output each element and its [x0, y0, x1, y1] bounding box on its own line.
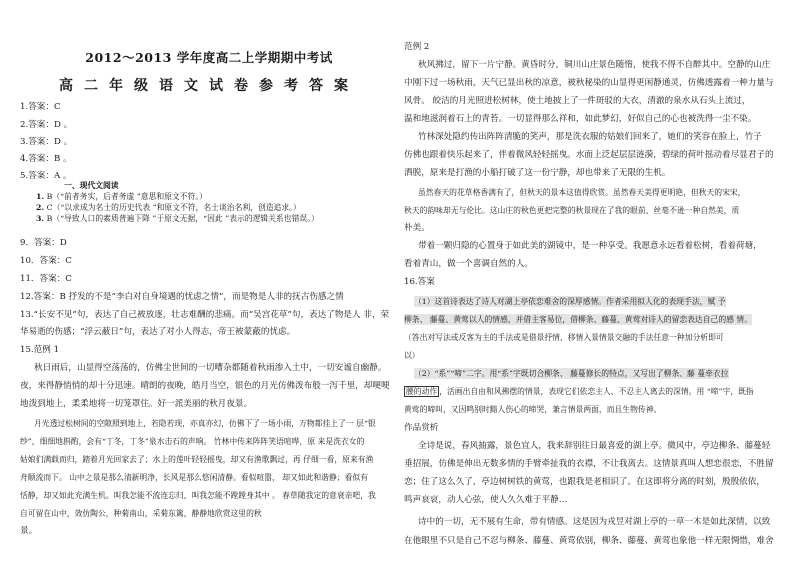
essay-line: 垂招展，仿佛是伸出无数多情的手臂牵扯我的衣襟，不让我离去。这情景真叫人想恋很恋，不胜留 [404, 459, 774, 469]
boxed-phrase: 腰的动作 [406, 387, 438, 396]
answer-line: 3.答案：D 。 [20, 137, 73, 147]
section-heading: 一、现代文阅读 [64, 181, 119, 190]
essay-line: 秋天的韵味却无与伦比。这山庄的秋色更把完整的秋景现在了我的眼前，丝毫不逊一种自然美，质 [404, 206, 740, 215]
item-text: C（“以求成为名士的历史代表 ”和原文不符，名士谈治名利，创造追求。） [46, 203, 301, 212]
answer-line: （2）“系”“啼”二字。用“系”字既切合柳条、 藤蔓修长的特点，又写出了柳条、藤 蔓牵衣拉 [414, 369, 729, 378]
answer-line: 10．答案：C [20, 256, 72, 266]
essay-line: 恬静，却又如此充满生机。叫我怎能不流连忘归，叫我怎能不蹚蹚身其中 。 春草随我定的意衰亲吧，我 [20, 491, 376, 500]
section-heading: 作品赏析 [404, 423, 439, 433]
exam-title: 2012～2013 学年度高二上学期期中考试 [85, 50, 333, 65]
essay-line: 温和地滋润着石上的青苔。一切显得那么祥和，如此梦幻，好似自己的心也被洗得一尘不染。 [404, 114, 757, 124]
question-heading: 16.答案 [404, 277, 435, 287]
answer-line: 2.答案：D 。 [20, 120, 73, 130]
item-number: 1. [36, 192, 45, 201]
essay-line: 纱”，细细地斟酌，会有“丁冬，丁冬”泉水击石的声响。 竹林中传来阵阵笑语喧哗，原 来是洗衣女的 [20, 437, 365, 446]
essay-line: 朴美。 [404, 223, 430, 233]
example-heading: 15.范例 1 [20, 345, 60, 355]
essay-line: 全诗是说，春风抽露，景色宜人，我来辞别往日最喜爱的湖上亭。微风中，亭边柳条、藤蔓轻 [418, 441, 771, 451]
modern-item [36, 213, 319, 224]
answer-line: （答出对写法或反客为主的手法或是借景抒情、移情入景情景交融的手法任意一种加分析即可 [404, 333, 724, 342]
answer-line: 4.答案：B 。 [20, 154, 72, 164]
essay-line: 中刚下过一场秋雨，天气已显出秋的凉意，被秋秘染的山显得更闲静通灵，仿佛透露着一种力量与 [404, 78, 774, 88]
essay-line: 夜，来得静悄悄的却十分迅速。晴朗的夜晚，皓月当空，银色的月光仿佛泼布般一泻千里，却哽哽 [20, 381, 390, 391]
essay-line: 景。 [20, 526, 38, 536]
answer-line: 12.答案：B 抒发的不是“李白对自身境遇的忧虑之情”，而是物是人非的抚古伤感之情 [20, 292, 344, 302]
essay-line: 在他眼里不只是自己不忍与柳条、藤蔓、黄莺依别，柳条、藤蔓、黄莺也象他一样无限惆惜，难舍 [404, 536, 774, 546]
essay-line: 月光透过松树间的空隙照到地上，若隐若现，亦真亦幻，仿佛下了一场小雨，万物都挂上了一 层“银 [34, 419, 376, 428]
answer-line: 9．答案：D [20, 238, 67, 248]
essay-line: 姑娘们满载而归，踏着月光回家去了；水上的莲叶轻轻摇曳，却又有渔歌飘过，再 仔细一看，原来有渔 [20, 455, 374, 464]
essay-line: 看着青山，做一个喜调自然的人。 [404, 259, 533, 269]
answer-line: 柳条、 藤蔓、黄莺以人的情感，并借主客易位，借柳条、藤蔓、黄莺对诗人的留恋表达自己的感 情。 [404, 315, 753, 324]
essay-line: 鸣声哀哀，动人心弦，使人久久难于平静… [404, 495, 568, 505]
modern-item [36, 191, 207, 202]
item-text: B（“前者务实，后者务虚 ”意思和原文不符。） [46, 192, 208, 201]
item-text: B（“导致人口的素质普遍下降 ”于原文无据，“因此 ”表示的逻辑关系也错误。） [46, 214, 319, 223]
answer-line: 以） [404, 351, 420, 360]
essay-line: 虽然春天的花草格香满有了，但秋天的景本这值得欣赏。虽然春天美得更明艳，但秋天的宋宋， [418, 188, 746, 197]
answer-line: 11．答案：C [20, 274, 72, 284]
essay-line: 秋日雨后，山显得空荡荡的，仿佛尘世间的一切嘈杂都随着秋雨渗入土中，一切安谧自幽静。 [34, 363, 387, 373]
exam-subtitle: 高二年级语文试卷参考答案 [59, 78, 359, 94]
item-number: 3. [36, 214, 45, 223]
essay-line: 洒脱，原来是打渔的小船打破了这一份宁静，却也带来了无限的生机。 [404, 168, 671, 178]
essay-line: 自可留在山中，效仿陶公，种菊南山，采菊东篱，静静地欣赏这里的秋 [20, 509, 262, 518]
essay-line: 仿佛也跟着快乐起来了，伴着微风轻轻摇曳。水面上泛起层层涟漪，碧绿的荷叶摇动着尽显君子的 [404, 150, 774, 160]
answer-line: 1.答案：C [20, 102, 61, 112]
essay-line: 舟顺流而下。 山中之景是那么清新明净，长风是那么悠闲清静。看似喧嚣， 却又如此和谐静；看似有 [20, 473, 369, 482]
essay-line: 恋；住了这么久了，亭边树树铁的黄莺，也跟我是老相识了。在这即将分离的时刻，殷殷依依， [404, 477, 765, 487]
essay-line: 风骨。 皎洁的月光照进松树林，使土地披上了一件斑驳的大衣，清澈的泉水从石头上流过， [404, 96, 751, 106]
answer-line: （1）这首诗表达了诗人对湖上亭依恋难舍的深厚感情。作者采用拟人化的表现手法，赋 予 [414, 297, 726, 306]
essay-line: 竹林深处隐约传出阵阵清脆的笑声，那是洗衣服的姑娘们回来了，她们的笑容在脸上，竹子 [418, 132, 762, 142]
left-column [20, 0, 398, 561]
answer-line [404, 386, 754, 397]
essay-line: 带着一颗归隐的心置身于如此美的湖镜中，是一种享受。我愿意永远看着松树，看着荷塘， [418, 241, 762, 251]
modern-item [36, 202, 301, 213]
essay-line: 地泼到地上，柔柔地将一切笼罩住。好一派美丽的秋月夜景。 [20, 399, 253, 409]
answer-line-rest: ，活画出自由和风拂摆的情景，表现它们依恋主人、不忍主人离去的深情。用 “啼”字，既指 [439, 387, 754, 396]
answer-line: 5.答案：A 。 [20, 171, 72, 181]
essay-line: 秋风拂过，留下一片宁静。黄昏时分，铜川山庄景色随惰，使我不得不自醉其中。空静的山庄 [418, 60, 771, 70]
right-column [404, 0, 780, 561]
answer-line: 黄莺的啼叫，又因鸣别时黯人伤心的啼哭，兼言情景两面，而且生物传神。 [404, 405, 662, 414]
essay-line: 诗中的一切，无不展有生命，带有情感。这是因为戎昱对湖上亭的一草一木是如此深情，以致 [418, 517, 771, 527]
example-heading: 范例 2 [404, 42, 430, 52]
item-number: 2. [36, 203, 45, 212]
answer-line: 13.“长安不见”句，表达了自己被放逐，壮志难酬的悲痛。而“吴宫花草”句，表达了物是人 非，荣 [20, 310, 390, 320]
answer-line: 华易逝的伤感；“浮云蔽日”句，表达了对小人得志，帝王被蒙蔽的忧虑。 [20, 327, 296, 337]
